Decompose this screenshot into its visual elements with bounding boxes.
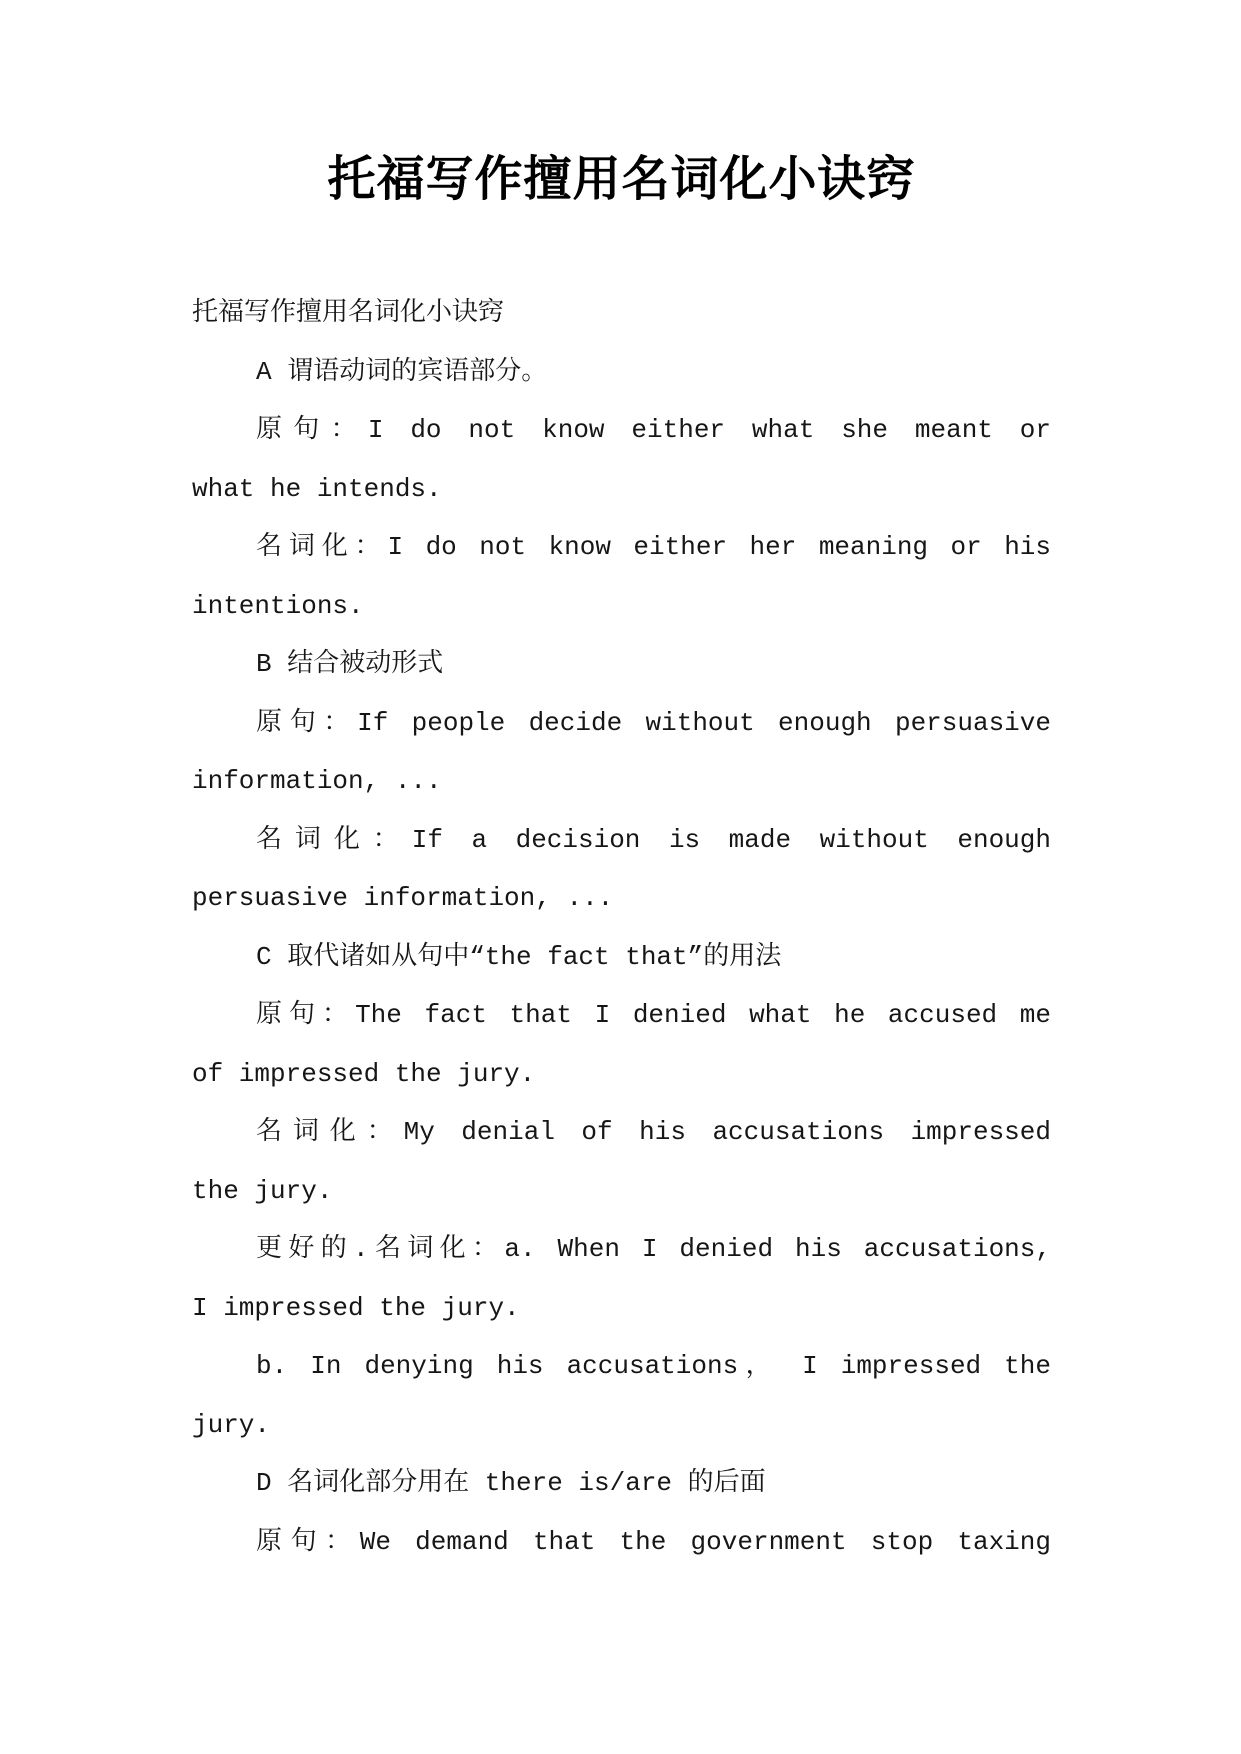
- paragraph-original-sentence: [192, 694, 1051, 811]
- paragraph-original-sentence: [192, 1513, 1051, 1572]
- text-line: 更好的.名词化：a. When I denied his accusations,: [256, 1234, 1051, 1264]
- text-line: what he intends.: [192, 473, 442, 504]
- text-line: jury.: [192, 1409, 271, 1440]
- text-line: of impressed the jury.: [192, 1058, 536, 1089]
- text-line: b. In denying his accusations， I impressed the: [256, 1351, 1051, 1381]
- document-title: 托福写作擅用名词化小诀窍: [327, 153, 916, 206]
- text-line: 名词化：I do not know either her meaning or his: [256, 532, 1051, 562]
- paragraph-nominalized-sentence: [192, 518, 1051, 635]
- paragraph-section-b: [192, 635, 1051, 694]
- paragraph-nominalized-sentence: [192, 1103, 1051, 1220]
- paragraph-nominalized-sentence: [192, 811, 1051, 928]
- text-line: information, ...: [192, 766, 442, 796]
- document-body: [192, 284, 1051, 1571]
- text-line: 原句：I do not know either what she meant or: [256, 415, 1051, 445]
- text-line: I impressed the jury.: [192, 1292, 520, 1323]
- text-line: persuasive information, ...: [192, 883, 614, 913]
- text-line: 原句：We demand that the government stop taxing: [256, 1526, 1051, 1557]
- text-line: 原句：If people decide without enough persuasive: [256, 707, 1051, 738]
- paragraph-better-nominalization-a: [192, 1220, 1051, 1337]
- text-line: 名词化：My denial of his accusations impressed: [256, 1117, 1051, 1147]
- text-line: D 名词化部分用在 there is/are 的后面: [256, 1468, 766, 1498]
- text-line: A 谓语动词的宾语部分。: [256, 356, 548, 387]
- paragraph-original-sentence: [192, 986, 1051, 1103]
- paragraph-section-d: [192, 1454, 1051, 1513]
- text-line: B 结合被动形式: [256, 649, 444, 679]
- text-line: 名词化：If a decision is made without enough: [256, 824, 1051, 855]
- text-line: C 取代诸如从句中“the fact that”的用法: [256, 941, 782, 972]
- paragraph-original-sentence: [192, 401, 1051, 518]
- text-line: 原句：The fact that I denied what he accused me: [256, 1000, 1051, 1030]
- text-line: the jury.: [192, 1175, 333, 1206]
- paragraph-section-c: [192, 928, 1051, 987]
- paragraph-section-a: [192, 343, 1051, 402]
- paragraph: [192, 284, 1051, 343]
- text-line: intentions.: [192, 590, 364, 621]
- paragraph-better-nominalization-b: [192, 1337, 1051, 1454]
- text-line: 托福写作擅用名词化小诀窍: [192, 298, 505, 328]
